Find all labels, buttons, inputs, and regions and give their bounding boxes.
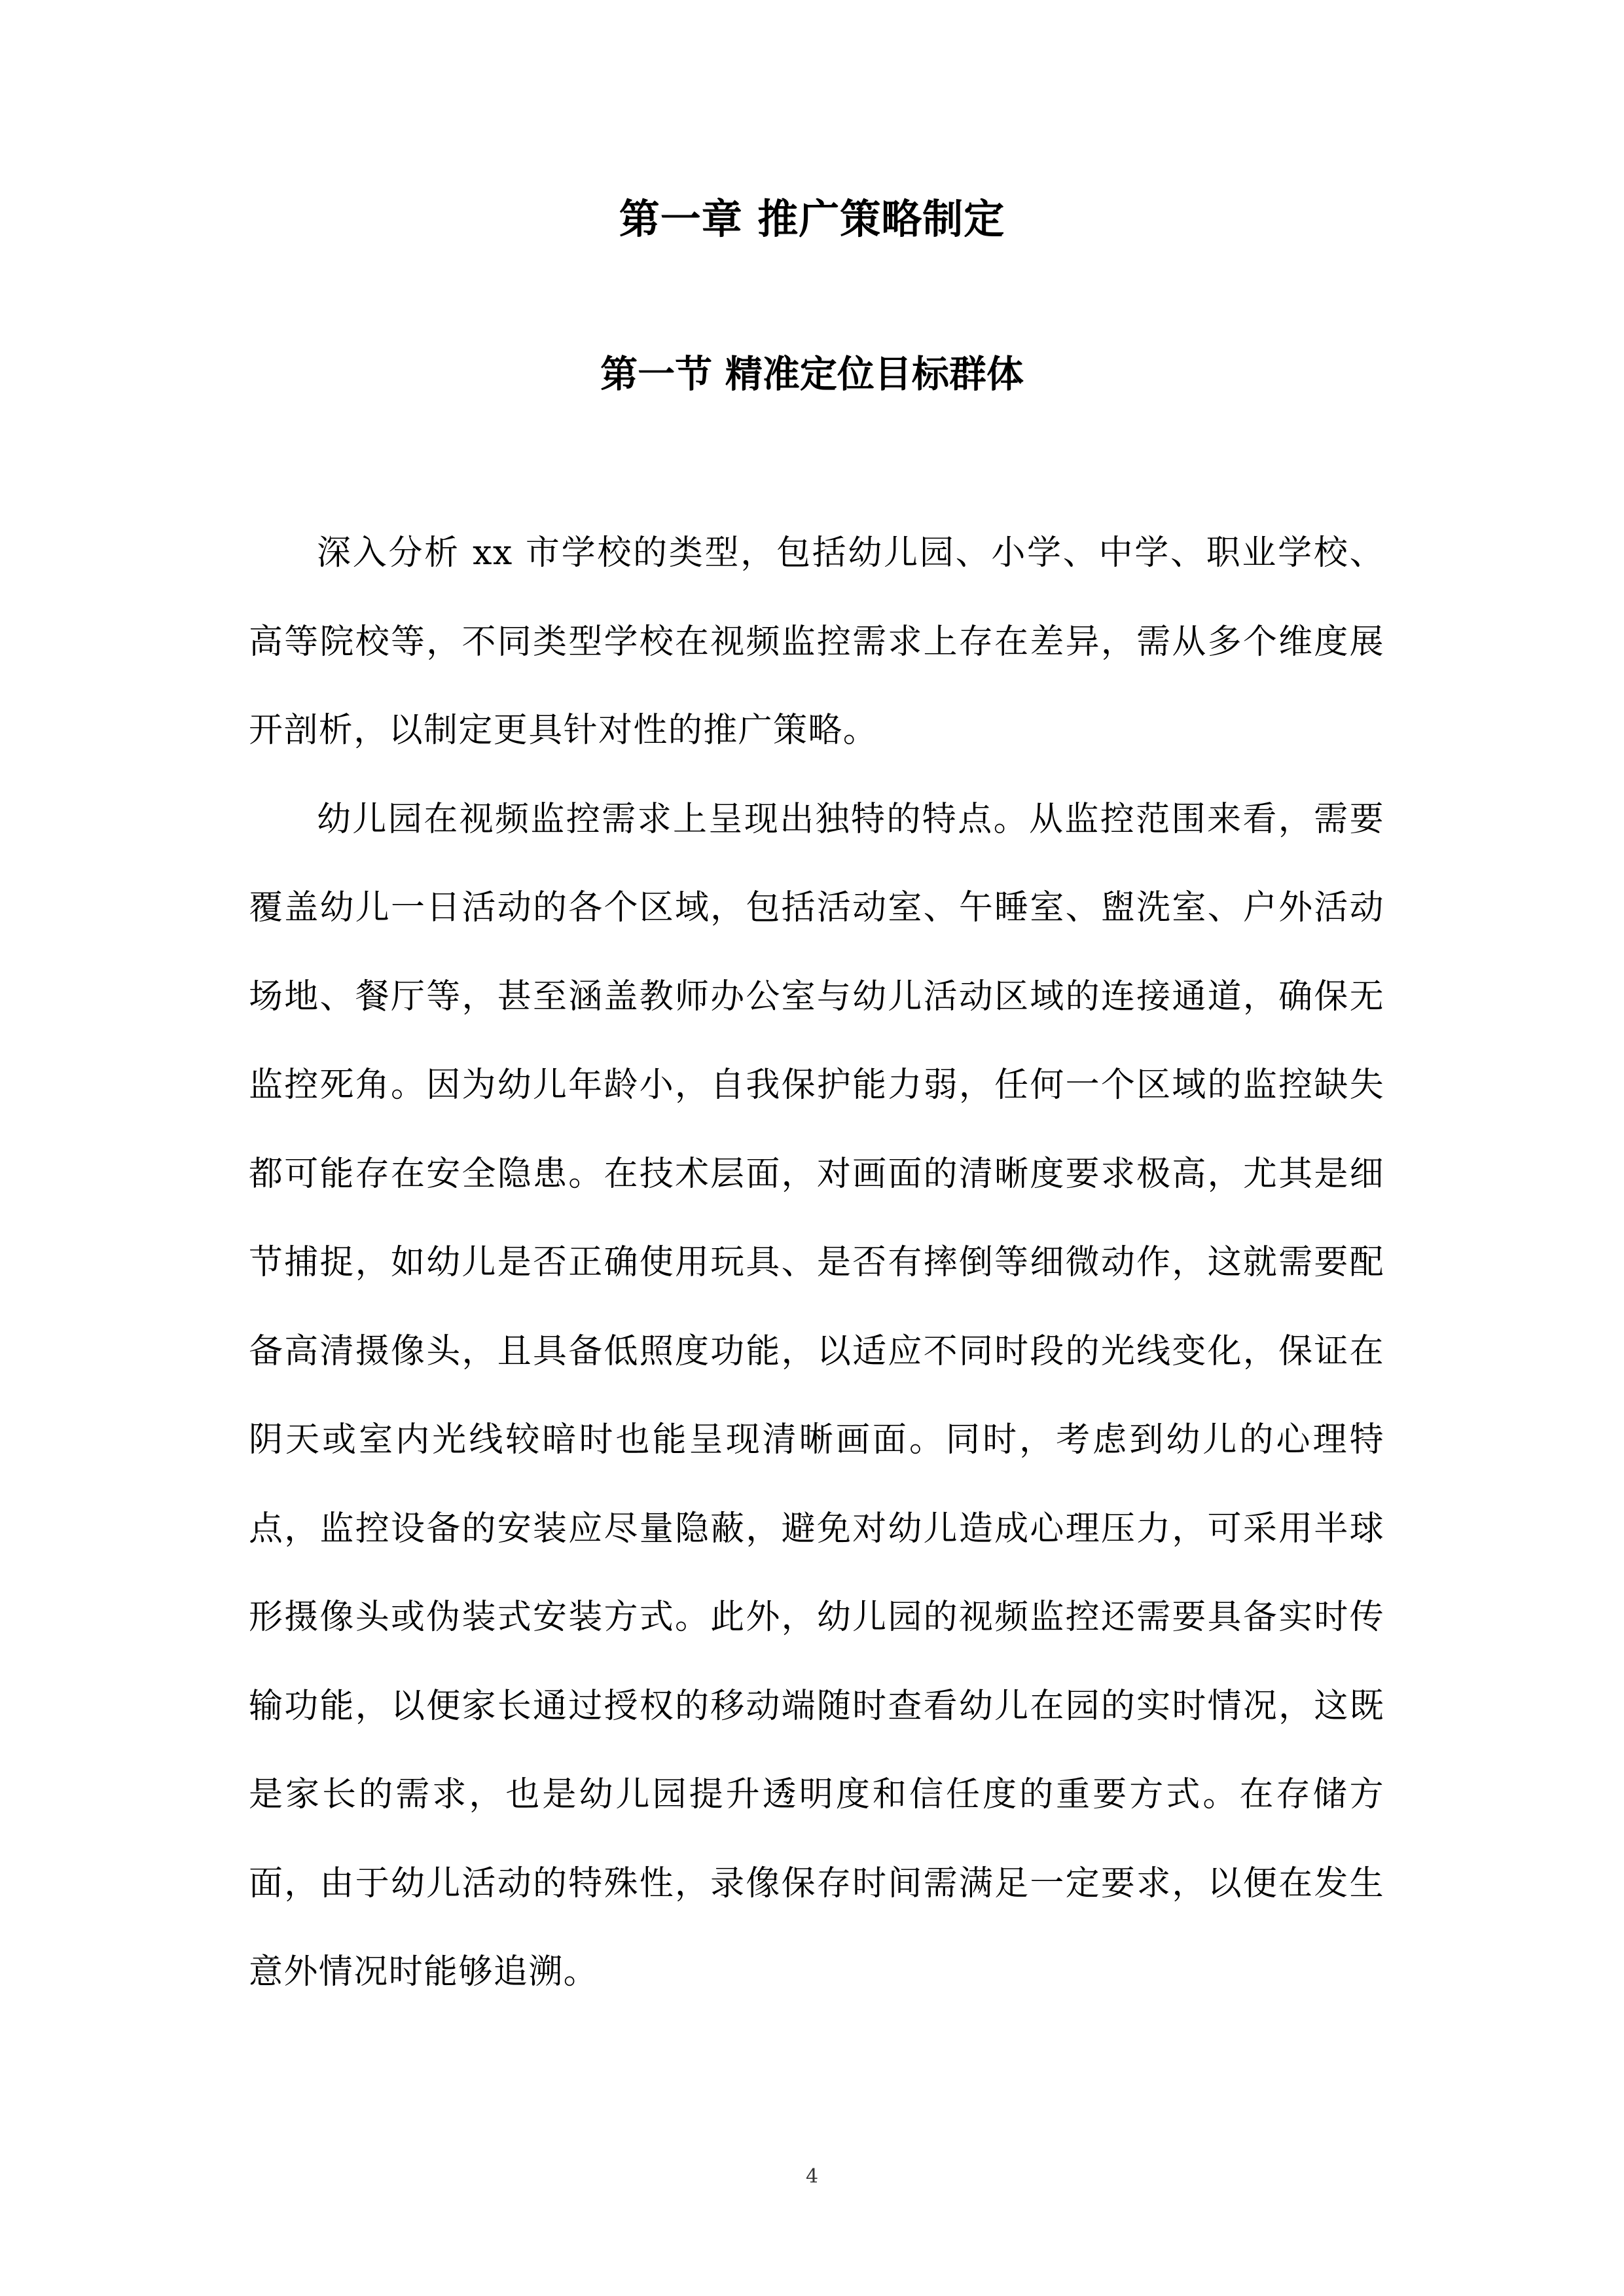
chapter-title: 第一章 推广策略制定 bbox=[619, 195, 1005, 243]
body-text bbox=[249, 509, 1384, 2017]
paragraph-kindergarten-needs: 幼儿园在视频监控需求上呈现出独特的特点。从监控范围来看，需要覆盖幼儿一日活动的各个区域，包括活动室、午睡室、盥洗室、户外活动场地、餐厅等，甚至涵盖教师办公室与幼儿活动区域的连接通道，确保无监控死角。因为幼儿年龄小，自我保护能力弱，任何一个区域的监控缺失都可能存在安全隐患。在技术层面，对画面的清晰度要求极高，尤其是细节捕捉，如幼儿是否正确使用玩具、是否有摔倒等细微动作，这就需要配备高清摄像头，且具备低照度功能，以适应不同时段的光线变化，保证在阴天或室内光线较暗时也能呈现清晰画面。同时，考虑到幼儿的心理特点，监控设备的安装应尽量隐蔽，避免对幼儿造成心理压力，可采用半球形摄像头或伪装式安装方式。此外，幼儿园的视频监控还需要具备实时传输功能，以便家长通过授权的移动端随时查看幼儿在园的实时情况，这既是家长的需求，也是幼儿园提升透明度和信任度的重要方式。在存储方面，由于幼儿活动的特殊性，录像保存时间需满足一定要求，以便在发生意外情况时能够追溯。 bbox=[249, 799, 1384, 1992]
paragraph-school-types: 深入分析 xx 市学校的类型，包括幼儿园、小学、中学、职业学校、高等院校等，不同类型学校在视频监控需求上存在差异，需从多个维度展开剖析，以制定更具针对性的推广策略。 bbox=[249, 533, 1384, 750]
page-number: 4 bbox=[805, 2165, 819, 2188]
section-title: 第一节 精准定位目标群体 bbox=[600, 353, 1024, 396]
